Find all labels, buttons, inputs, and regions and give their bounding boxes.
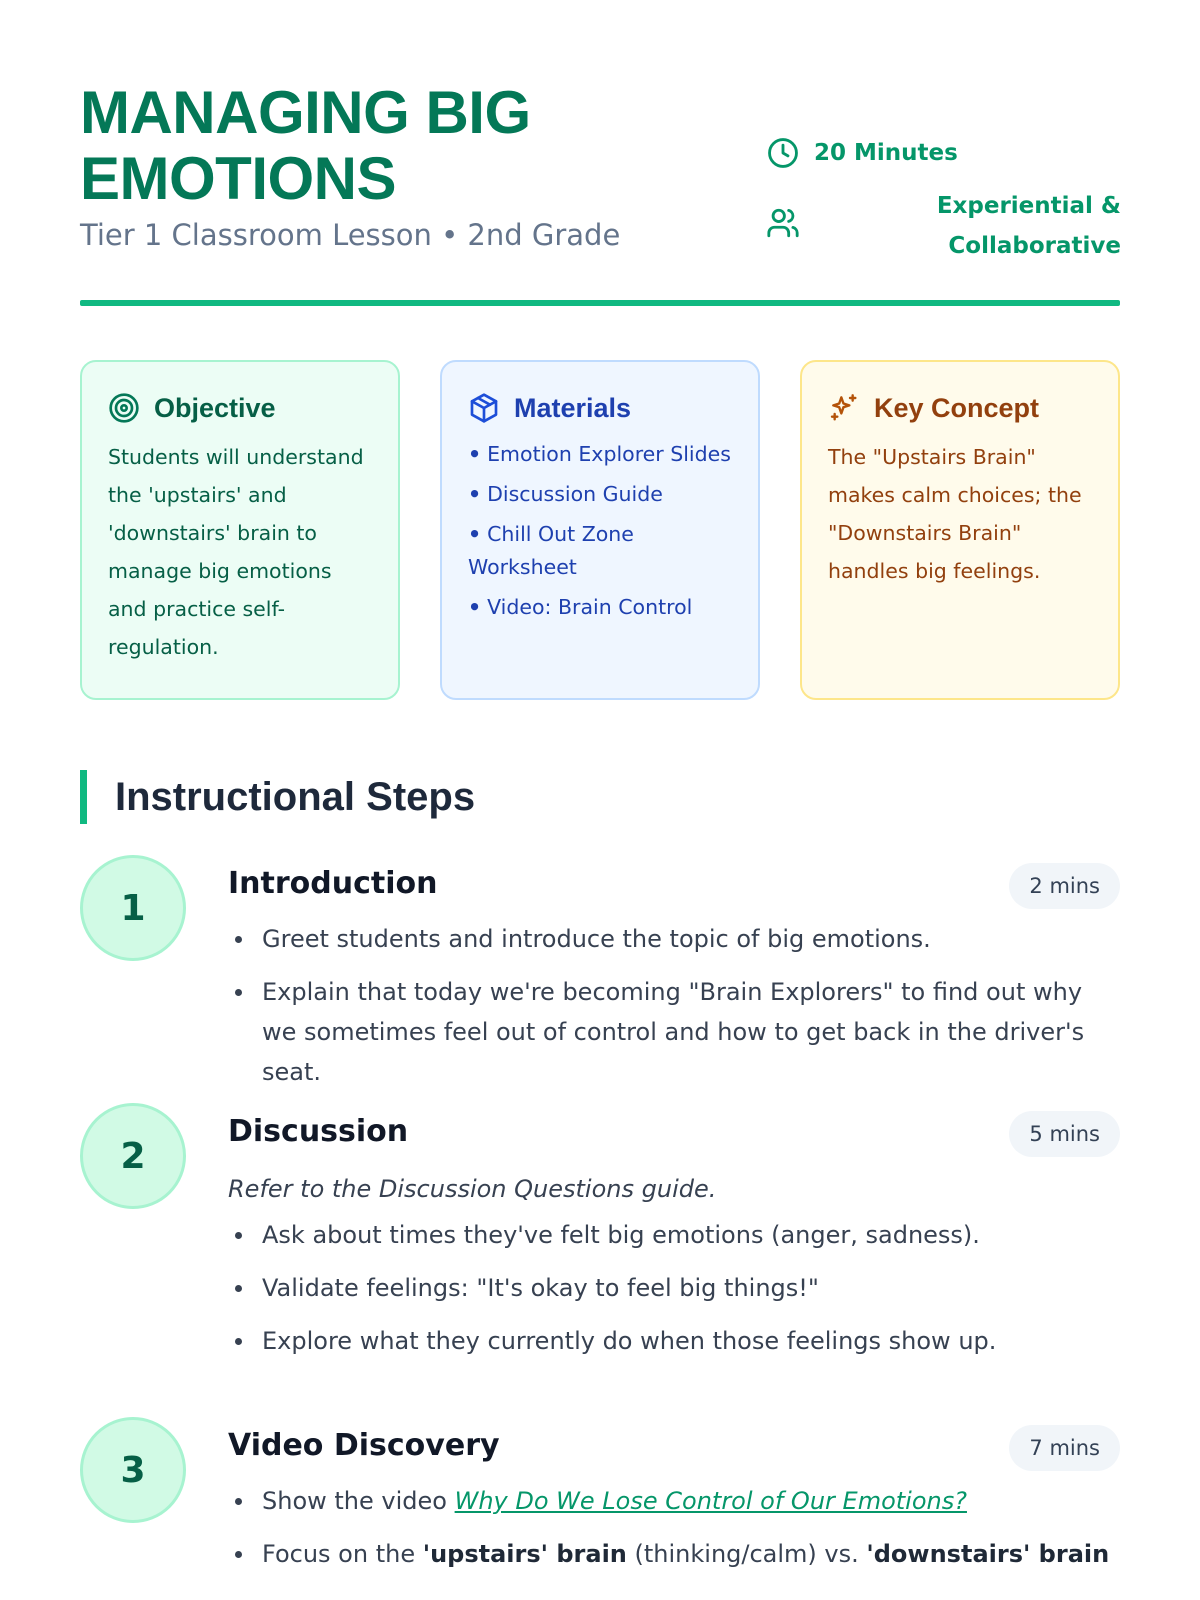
key-concept-title: Key Concept xyxy=(874,392,1040,423)
materials-item: • Discussion Guide xyxy=(468,482,663,506)
page-title: MANAGING BIG EMOTIONS xyxy=(80,79,531,212)
step-header xyxy=(228,1103,1120,1163)
step-duration-badge: 2 mins xyxy=(1009,863,1120,909)
step-content xyxy=(228,855,1120,1105)
clock-icon xyxy=(766,136,800,170)
materials-title: Materials xyxy=(514,392,632,423)
style-text: Experiential & Collaborative xyxy=(936,193,1121,259)
objective-title: Objective xyxy=(154,392,276,423)
downstairs-term: 'downstairs' brain xyxy=(866,1540,1110,1568)
sparkles-icon xyxy=(828,392,860,424)
materials-list xyxy=(468,438,732,624)
step-content xyxy=(228,1417,1120,1587)
materials-item: • Video: Brain Control xyxy=(468,595,693,619)
video-link[interactable]: Why Do We Lose Control of Our Emotions? xyxy=(454,1487,967,1515)
key-concept-card-header xyxy=(828,388,1092,428)
step-number-badge: 3 xyxy=(80,1417,186,1523)
duration-text: 20 Minutes xyxy=(814,140,958,166)
list-item xyxy=(228,1481,1120,1521)
focus-middle: (thinking/calm) vs. xyxy=(634,1540,859,1568)
list-item: Ask about times they've felt big emotions (anger, sadness). xyxy=(228,1215,1120,1255)
target-icon xyxy=(108,392,140,424)
users-icon xyxy=(766,206,800,240)
step-duration-badge: 5 mins xyxy=(1009,1111,1120,1157)
video-prefix: Show the video xyxy=(262,1487,447,1515)
materials-card-header xyxy=(468,388,732,428)
key-concept-card xyxy=(800,360,1120,700)
step-bullets xyxy=(228,1215,1120,1361)
step-note: Refer to the Discussion Questions guide. xyxy=(228,1175,717,1203)
materials-item: • Emotion Explorer Slides xyxy=(468,442,731,466)
package-icon xyxy=(468,392,500,424)
step-header xyxy=(228,855,1120,915)
materials-item: • Chill Out Zone Worksheet xyxy=(468,522,634,579)
summary-cards xyxy=(80,360,1120,700)
section-heading: Instructional Steps xyxy=(80,770,475,824)
key-concept-text: The "Upstairs Brain" makes calm choices; the "Downstairs Brain" handles big feelings. xyxy=(828,445,1082,583)
step-title: Video Discovery xyxy=(228,1428,500,1463)
objective-card xyxy=(80,360,400,700)
list-item: Explore what they currently do when those feelings show up. xyxy=(228,1321,1120,1361)
list-item: Greet students and introduce the topic of big emotions. xyxy=(228,919,1120,959)
step-bullets xyxy=(228,1481,1120,1574)
step-title: Discussion xyxy=(228,1114,409,1149)
focus-prefix: Focus on the xyxy=(262,1540,416,1568)
header-divider xyxy=(80,300,1120,306)
list-item: Explain that today we're becoming "Brain Explorers" to find out why we sometimes feel out of control and how to get back in the driver's seat. xyxy=(228,972,1120,1092)
objective-card-header xyxy=(108,388,372,428)
duration-row xyxy=(766,136,1121,176)
step-duration-badge: 7 mins xyxy=(1009,1425,1120,1471)
step-title: Introduction xyxy=(228,866,438,901)
step-bullets xyxy=(228,919,1120,1092)
list-item: Validate feelings: "It's okay to feel big things!" xyxy=(228,1268,1120,1308)
step-header xyxy=(228,1417,1120,1477)
list-item xyxy=(228,1534,1120,1574)
step-content xyxy=(228,1103,1120,1374)
step-number-badge: 1 xyxy=(80,855,186,961)
materials-card xyxy=(440,360,760,700)
upstairs-term: 'upstairs' brain xyxy=(422,1540,627,1568)
lesson-header xyxy=(80,80,1120,310)
page-subtitle: Tier 1 Classroom Lesson • 2nd Grade xyxy=(80,218,621,252)
style-row xyxy=(766,186,1121,276)
step-number-badge: 2 xyxy=(80,1103,186,1209)
objective-text: Students will understand the 'upstairs' and 'downstairs' brain to manage big emotions and practice self-regulation. xyxy=(108,445,364,659)
lesson-meta xyxy=(766,136,1121,276)
